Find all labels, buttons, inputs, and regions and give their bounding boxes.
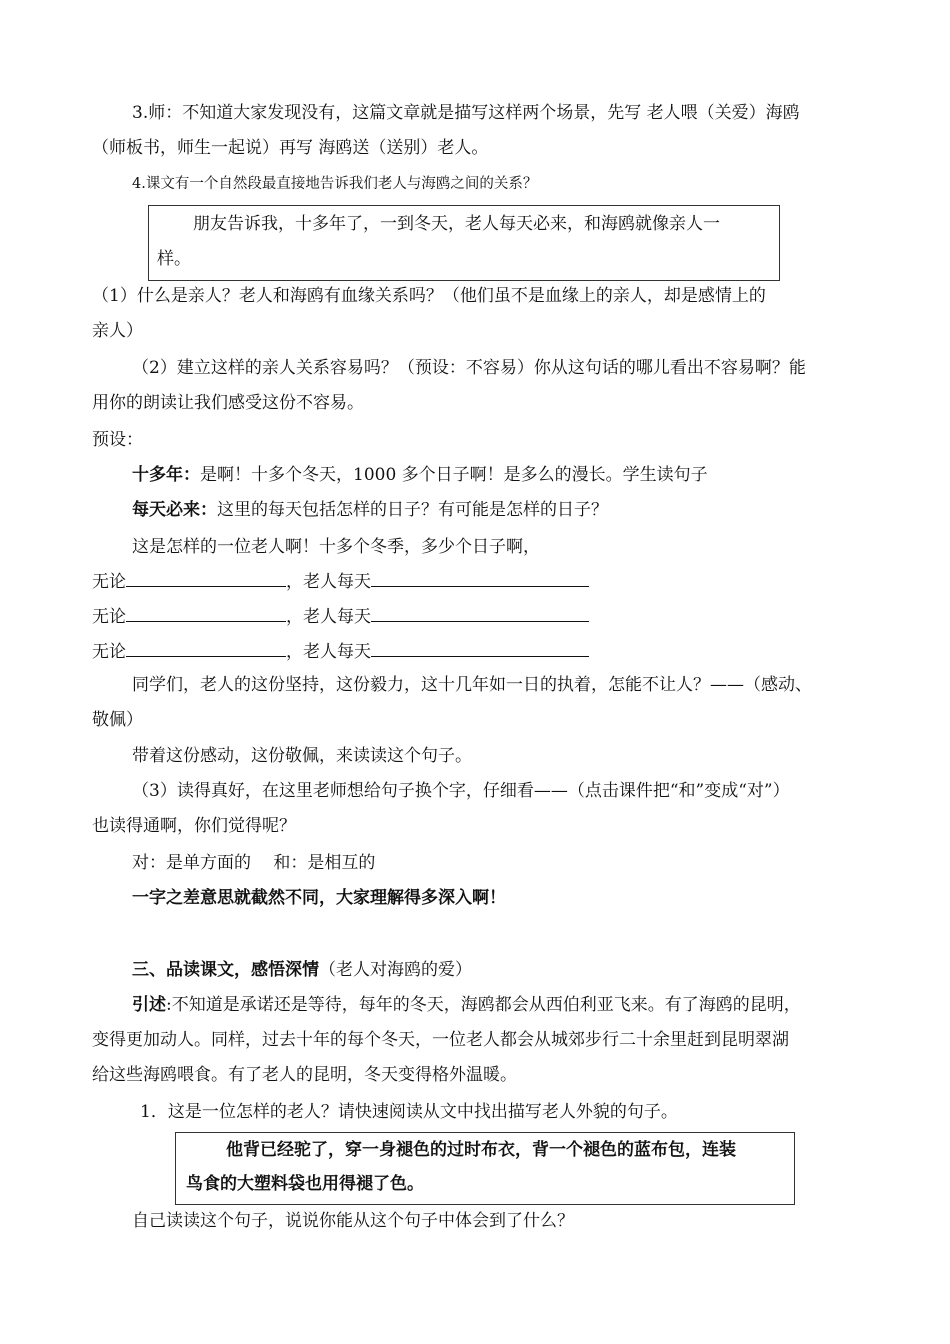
paragraph-line: 也读得通啊，你们觉得呢？: [92, 816, 296, 836]
paragraph-line: 给这些海鸥喂食。有了老人的昆明，冬天变得格外温暖。: [92, 1065, 517, 1085]
fill-middle: ，老人每天: [286, 607, 371, 627]
paragraph-line: 亲人）: [92, 321, 143, 341]
fill-prefix: 无论: [92, 572, 126, 592]
paragraph-line: （师板书，师生一起说）再写 海鸥送（送别）老人。: [92, 138, 489, 158]
paragraph-line: 敬佩）: [92, 710, 143, 730]
section-subtitle: （老人对海鸥的爱）: [319, 960, 472, 980]
preset-text: 是啊！十多个冬天，1000 多个日子啊！是多么的漫长。学生读句子: [200, 465, 708, 485]
paragraph-line: 预设：: [92, 430, 143, 450]
quote-box: [175, 1132, 795, 1205]
preset-line: [132, 462, 708, 488]
quote-line: 他背已经驼了，穿一身褪色的过时布衣，背一个褪色的蓝布包，连装: [226, 1140, 736, 1160]
paragraph-line: （3）读得真好，在这里老师想给句子换个字，仔细看——（点击课件把“和”变成“对”）: [132, 781, 790, 801]
preset-keyword: 十多年：: [132, 465, 200, 485]
blank-field: [126, 568, 286, 587]
paragraph-line: [132, 992, 801, 1018]
preset-line: [132, 497, 608, 523]
intro-label: 引述: [132, 995, 166, 1015]
quote-line: 朋友告诉我，十多年了，一到冬天，老人每天必来，和海鸥就像亲人一: [193, 214, 720, 234]
quote-box: [148, 205, 780, 281]
conclusion-line: 一字之差意思就截然不同，大家理解得多深入啊！: [132, 888, 506, 908]
intro-text: :不知道是承诺还是等待，每年的冬天，海鸥都会从西伯利亚飞来。有了海鸥的昆明，: [166, 995, 801, 1015]
section-heading: [132, 957, 472, 983]
paragraph-line: 带着这份感动，这份敬佩，来读读这个句子。: [132, 746, 472, 766]
quote-line: 样。: [157, 249, 191, 269]
paragraph-line: 3.师：不知道大家发现没有，这篇文章就是描写这样两个场景，先写 老人喂（关爱）海鸥: [132, 103, 800, 123]
fill-blank-line: [92, 638, 589, 665]
paragraph-line: 自己读读这个句子，说说你能从这个句子中体会到了什么？: [132, 1211, 574, 1231]
blank-field: [371, 568, 589, 587]
fill-prefix: 无论: [92, 607, 126, 627]
fill-blank-line: [92, 603, 589, 630]
blank-field: [126, 603, 286, 622]
paragraph-line: 同学们，老人的这份坚持，这份毅力，这十几年如一日的执着，怎能不让人？——（感动、: [132, 675, 812, 695]
preset-keyword: 每天必来：: [132, 500, 217, 520]
fill-prefix: 无论: [92, 642, 126, 662]
section-title: 三、品读课文，感悟深情: [132, 960, 319, 980]
question-line: 1．这是一位怎样的老人？请快速阅读从文中找出描写老人外貌的句子。: [140, 1102, 678, 1122]
fill-blank-line: [92, 568, 589, 595]
quote-line: 鸟食的大塑料袋也用得褪了色。: [186, 1174, 424, 1194]
fill-middle: ，老人每天: [286, 572, 371, 592]
preset-text: 这里的每天包括怎样的日子？有可能是怎样的日子？: [217, 500, 608, 520]
paragraph-line: （2）建立这样的亲人关系容易吗？（预设：不容易）你从这句话的哪儿看出不容易啊？能: [132, 358, 806, 378]
blank-field: [126, 638, 286, 657]
paragraph-line: 变得更加动人。同样，过去十年的每个冬天，一位老人都会从城郊步行二十余里赶到昆明翠湖: [92, 1030, 789, 1050]
paragraph-line: 用你的朗读让我们感受这份不容易。: [92, 393, 364, 413]
fill-middle: ，老人每天: [286, 642, 371, 662]
question-line: 4.课文有一个自然段最直接地告诉我们老人与海鸥之间的关系？: [132, 176, 538, 192]
blank-field: [371, 638, 589, 657]
paragraph-line: （1）什么是亲人？老人和海鸥有血缘关系吗？（他们虽不是血缘上的亲人，却是感情上的: [92, 286, 766, 306]
paragraph-line: 这是怎样的一位老人啊！十多个冬季，多少个日子啊，: [132, 537, 540, 557]
paragraph-line: 对：是单方面的 和：是相互的: [132, 853, 376, 873]
blank-field: [371, 603, 589, 622]
